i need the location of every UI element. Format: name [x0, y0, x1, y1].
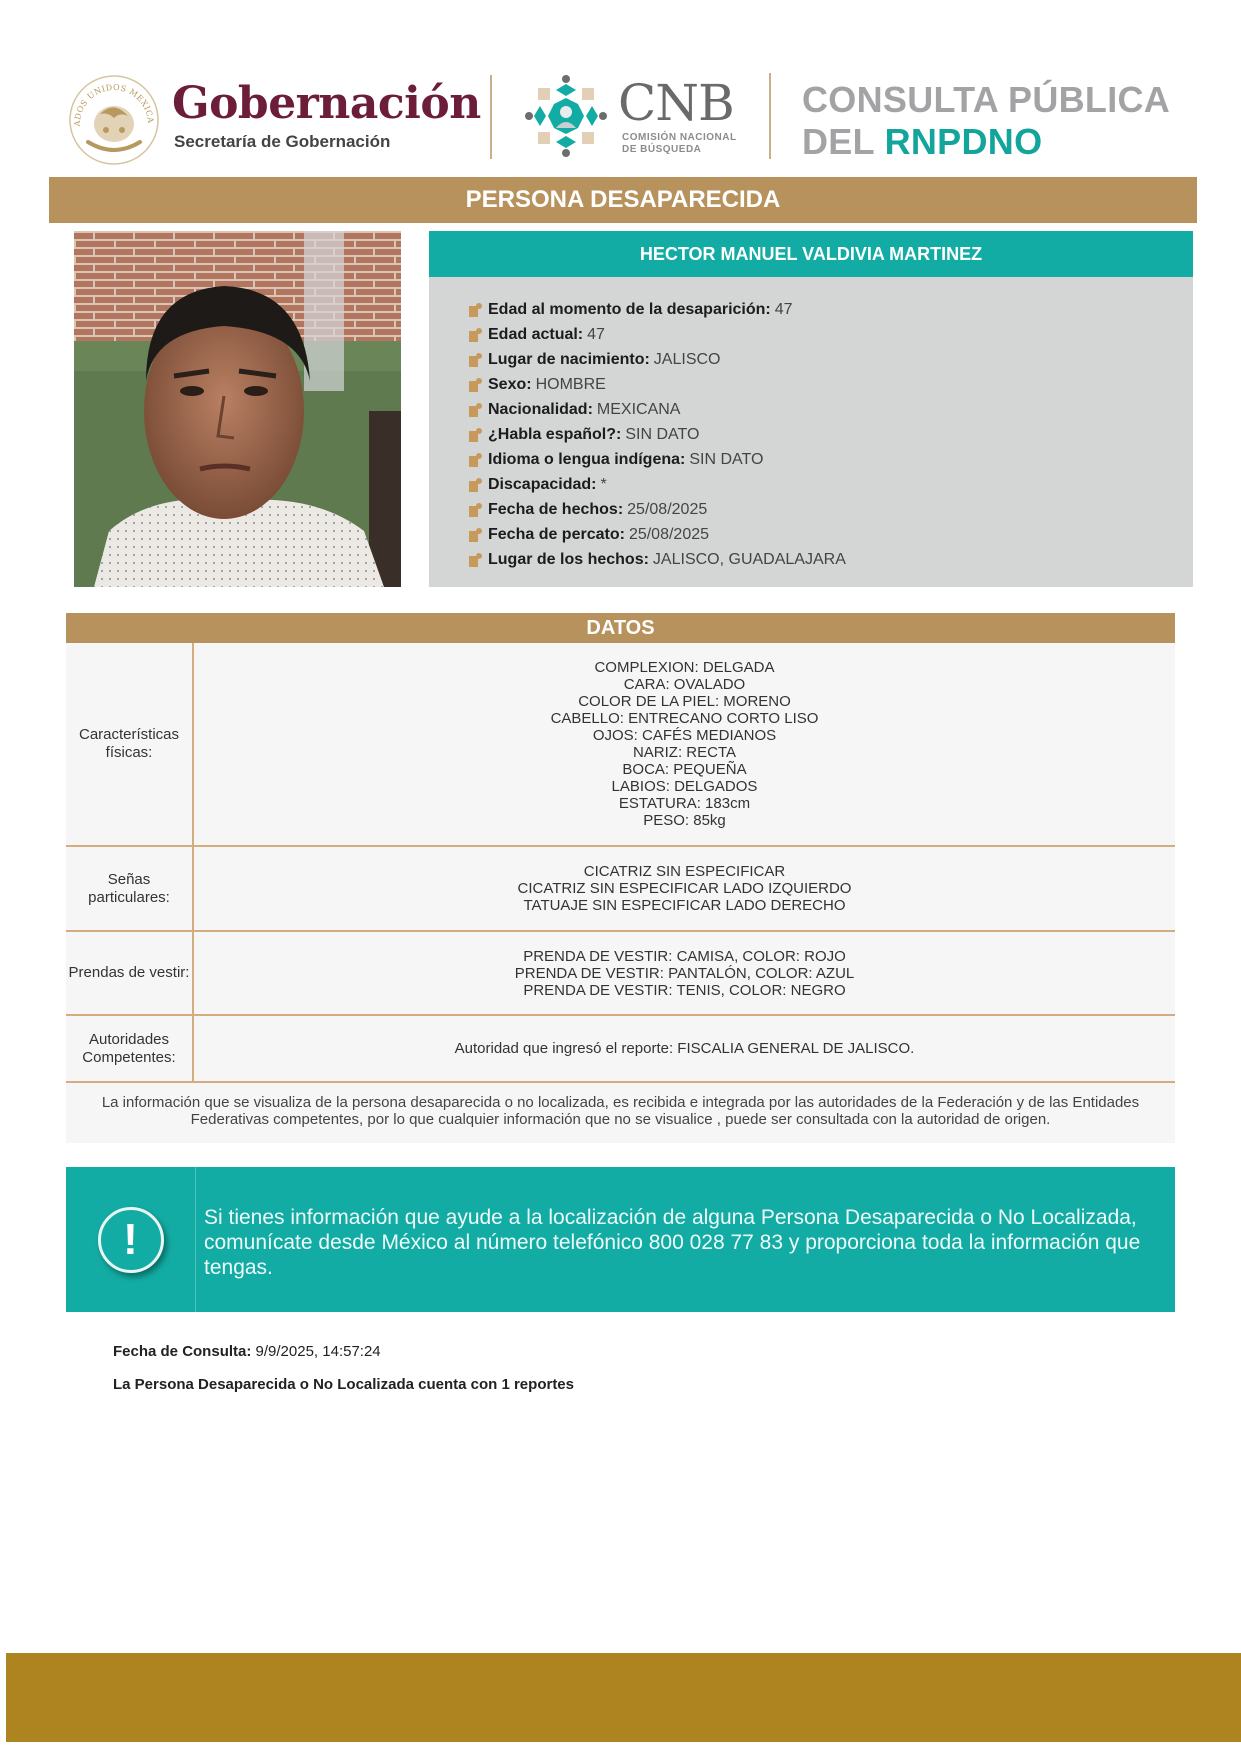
info-label: Sexo: [488, 375, 532, 393]
datos-header: DATOS [66, 613, 1175, 643]
mexico-seal-logo [66, 72, 162, 168]
bookmark-icon [469, 428, 482, 442]
row-values [194, 643, 1175, 845]
info-item [469, 397, 846, 422]
row-value-line: Autoridad que ingresó el reporte: FISCALIA GENERAL DE JALISCO. [454, 1040, 915, 1057]
datos-table [66, 613, 1175, 1143]
info-label: Fecha de hechos: [488, 500, 624, 518]
info-value: 47 [774, 300, 793, 318]
info-value: JALISCO, GUADALAJARA [652, 550, 846, 568]
gobernacion-subtitle: Secretaría de Gobernación [174, 132, 391, 151]
bookmark-icon [469, 303, 482, 317]
row-value-line: CABELLO: ENTRECANO CORTO LISO [550, 710, 819, 727]
info-item [469, 297, 846, 322]
gobernacion-title: Gobernación [172, 78, 481, 129]
info-label: Discapacidad: [488, 475, 597, 493]
row-value-line: PRENDA DE VESTIR: PANTALÓN, COLOR: AZUL [514, 964, 855, 982]
row-value-line: TATUAJE SIN ESPECIFICAR LADO DERECHO [523, 897, 846, 914]
info-label: ¿Habla español?: [488, 425, 622, 443]
info-label: Lugar de nacimiento: [488, 350, 650, 368]
info-label: Lugar de los hechos: [488, 550, 649, 568]
alert-message: Si tienes información que ayude a la localización de alguna Persona Desaparecida o No Localizada, comunícate desde México al número telefónico 800 028 77 83 y proporciona toda la información que tengas. [204, 1206, 1141, 1279]
datos-row-caracteristicas-fisicas [66, 643, 1175, 847]
row-values [194, 932, 1175, 1014]
info-item [469, 447, 846, 472]
bookmark-icon [469, 403, 482, 417]
row-label: Prendas de vestir: [66, 932, 194, 1014]
person-info-list [469, 297, 846, 572]
bookmark-icon [469, 503, 482, 517]
rnpdno-prefix: DEL [802, 121, 875, 162]
info-value: 25/08/2025 [628, 525, 710, 543]
row-value-line: BOCA: PEQUEÑA [622, 761, 747, 778]
info-item [469, 422, 846, 447]
info-item [469, 497, 846, 522]
info-value: SIN DATO [625, 425, 700, 443]
row-value-line: ESTATURA: 183cm [618, 795, 751, 812]
row-label: Características físicas: [66, 643, 194, 845]
info-label: Fecha de percato: [488, 525, 625, 543]
row-value-line: PRENDA DE VESTIR: TENIS, COLOR: NEGRO [523, 981, 846, 999]
consulta-publica-title: CONSULTA PÚBLICA [802, 79, 1171, 120]
cnb-subtitle-line2: DE BÚSQUEDA [622, 144, 702, 155]
row-value-line: NARIZ: RECTA [632, 744, 737, 761]
alert-icon-cell [66, 1167, 196, 1312]
info-value: SIN DATO [689, 450, 764, 468]
bookmark-icon [469, 378, 482, 392]
info-label: Edad actual: [488, 325, 584, 343]
rnpdno-accent: RNPDNO [884, 121, 1043, 162]
info-item [469, 547, 846, 572]
info-value: MEXICANA [596, 400, 681, 418]
row-value-line: OJOS: CAFÉS MEDIANOS [592, 727, 777, 744]
fecha-consulta-label: Fecha de Consulta: [113, 1343, 252, 1360]
person-photo [74, 231, 401, 587]
row-value-line: CICATRIZ SIN ESPECIFICAR LADO IZQUIERDO [517, 880, 852, 897]
bookmark-icon [469, 553, 482, 567]
bookmark-icon [469, 353, 482, 367]
info-value: HOMBRE [535, 375, 606, 393]
row-value-line: PESO: 85kg [643, 812, 726, 829]
row-value-line: COMPLEXION: DELGADA [594, 659, 775, 676]
datos-row-senas-particulares [66, 847, 1175, 932]
fecha-consulta-value: 9/9/2025, 14:57:24 [255, 1343, 381, 1360]
bookmark-icon [469, 328, 482, 342]
bookmark-icon [469, 528, 482, 542]
info-item [469, 372, 846, 397]
header-divider [769, 73, 771, 159]
datos-row-autoridades-competentes [66, 1016, 1175, 1083]
row-value-line: CICATRIZ SIN ESPECIFICAR [583, 863, 786, 880]
exclamation-circle-icon: ! [98, 1207, 164, 1273]
row-value-line: CARA: OVALADO [623, 676, 746, 693]
bookmark-icon [469, 453, 482, 467]
row-label: Señas particulares: [66, 847, 194, 930]
datos-row-prendas-de-vestir [66, 932, 1175, 1016]
header-divider [490, 75, 492, 159]
cnb-subtitle-line1: COMISIÓN NACIONAL [622, 132, 737, 143]
row-values [194, 1016, 1175, 1081]
person-info-panel [429, 277, 1193, 587]
fecha-consulta [113, 1343, 381, 1360]
info-item [469, 522, 846, 547]
cnb-emblem-logo [524, 74, 608, 158]
info-item [469, 472, 846, 497]
info-value: JALISCO [653, 350, 721, 368]
svg-text:ESTADOS UNIDOS MEXICANOS: ADOS UNIDOS MEXICA [72, 82, 156, 127]
persona-desaparecida-banner: PERSONA DESAPARECIDA [49, 177, 1197, 223]
information-notice: La información que se visualiza de la persona desaparecida o no localizada, es recibida e integrada por las autoridades de la Federación y de las Entidades Federativas competentes, por lo que cualquier información que no se visualice , puede ser consultada con la autoridad de origen. [66, 1083, 1175, 1143]
row-label: Autoridades Competentes: [66, 1016, 194, 1081]
reportes-count: La Persona Desaparecida o No Localizada cuenta con 1 reportes [113, 1376, 574, 1393]
row-value-line: PRENDA DE VESTIR: CAMISA, COLOR: ROJO [523, 947, 846, 965]
person-name-header: HECTOR MANUEL VALDIVIA MARTINEZ [429, 231, 1193, 277]
footer-bar [6, 1653, 1241, 1742]
row-values [194, 847, 1175, 930]
row-value-line: LABIOS: DELGADOS [611, 778, 758, 795]
cnb-title: CNB [618, 74, 734, 132]
info-label: Edad al momento de la desaparición: [488, 300, 771, 318]
rnpdno-title [802, 121, 1043, 162]
info-item [469, 347, 846, 372]
row-value-line: COLOR DE LA PIEL: MORENO [578, 693, 791, 710]
info-label: Nacionalidad: [488, 400, 593, 418]
info-value: 47 [587, 325, 605, 343]
bookmark-icon [469, 478, 482, 492]
info-value: 25/08/2025 [627, 500, 708, 518]
contact-alert-box [66, 1167, 1175, 1312]
info-label: Idioma o lengua indígena: [488, 450, 686, 468]
info-item [469, 322, 846, 347]
info-value: * [600, 475, 607, 493]
